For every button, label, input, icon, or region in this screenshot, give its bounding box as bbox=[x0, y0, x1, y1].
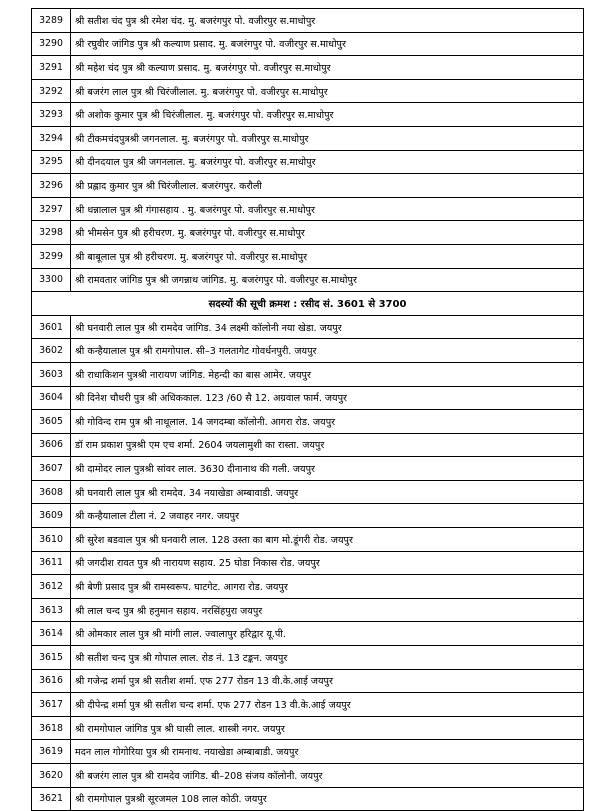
member-details: श्री रामगोपाल पुत्रश्री सूरजमल 108 लाल कोठी. जयपुर bbox=[71, 787, 584, 811]
receipt-number: 3608 bbox=[32, 480, 71, 504]
table-row bbox=[32, 764, 584, 788]
member-details: श्री कन्हैयालाल पुत्र श्री रामगोपाल. सी–3 गलतागेट गोवर्धनपुरी. जयपुर bbox=[71, 339, 584, 363]
receipt-number: 3617 bbox=[32, 693, 71, 717]
table-row bbox=[32, 669, 584, 693]
receipt-number: 3619 bbox=[32, 740, 71, 764]
member-details: श्री दिनेश चौधरी पुत्र श्री अधिककाल. 123 /60 सै 12. अग्रवाल फार्म. जयपुर bbox=[71, 386, 584, 410]
member-details: श्री रामवतार जांगिड पुत्र श्री जगन्नाथ जांगिड. मु. बजरंगपुर पो. वजीरपुर स.माधोपुर bbox=[71, 268, 584, 292]
receipt-number: 3605 bbox=[32, 410, 71, 434]
member-details: श्री बजरंग लाल पुत्र श्री रामदेव जांगिड. बी–208 संजय कॉलोनी. जयपुर bbox=[71, 764, 584, 788]
receipt-number: 3618 bbox=[32, 716, 71, 740]
member-details: श्री घनवारी लाल पुत्र श्री रामदेव जांगिड. 34 लक्ष्मी कॉलोनी नया खेडा. जयपुर bbox=[71, 315, 584, 339]
receipt-number: 3614 bbox=[32, 622, 71, 646]
table-row bbox=[32, 56, 584, 80]
member-details: श्री राधाकिशन पुत्रश्री नारायण जांगिड. मेहन्दी का बास आमेर. जयपुर bbox=[71, 362, 584, 386]
member-details: श्री सतीश चन्द पुत्र श्री गोपाल लाल. रोड नं. 13 टङ्कन. जयपुर bbox=[71, 646, 584, 670]
receipt-number: 3299 bbox=[32, 244, 71, 268]
table-row bbox=[32, 362, 584, 386]
member-details: श्री बेणी प्रसाद पुत्र श्री रामस्वरूप. घाटगेट. आगरा रोड. जयपुर bbox=[71, 575, 584, 599]
table-row bbox=[32, 174, 584, 198]
table-row bbox=[32, 221, 584, 245]
receipt-number: 3602 bbox=[32, 339, 71, 363]
receipt-number: 3293 bbox=[32, 103, 71, 127]
member-details: श्री महेश चंद पुत्र श्री कल्याण प्रसाद. मु. बजरंगपुर पो. वजीरपुर स.माधोपुर bbox=[71, 56, 584, 80]
table-row bbox=[32, 244, 584, 268]
receipt-number: 3620 bbox=[32, 764, 71, 788]
receipt-number: 3610 bbox=[32, 528, 71, 552]
member-details: श्री टीकमचंदपुत्रश्री जगनलाल. मु. बजरंगपुर पो. वजीरपुर स.माधोपुर bbox=[71, 126, 584, 150]
table-row bbox=[32, 598, 584, 622]
table-row bbox=[32, 339, 584, 363]
member-details: श्री सतीश चंद पुत्र श्री रमेश चंद. मु. बजरंगपुर पो. वजीरपुर स.माधोपुर bbox=[71, 9, 584, 33]
member-details: श्री जगदीश रावत पुत्र श्री नारायण सहाय. 25 घोडा निकास रोड. जयपुर bbox=[71, 551, 584, 575]
table-row bbox=[32, 9, 584, 33]
table-row bbox=[32, 126, 584, 150]
member-details: श्री प्रह्लाद कुमार पुत्र श्री चिरंजीलाल. बजरंगपुर. करौली bbox=[71, 174, 584, 198]
member-details: श्री सुरेश बडवाल पुत्र श्री घनवारी लाल. 128 उस्ता का बाग मो.डूंगरी रोड. जयपुर bbox=[71, 528, 584, 552]
member-details: श्री रघुवीर जांगिड पुत्र श्री कल्याण प्रसाद. मु. बजरंगपुर पो. वजीरपुर स.माधोपुर bbox=[71, 32, 584, 56]
member-details: श्री रामगोपाल जांगिड पुत्र श्री घासी लाल. शास्त्री नगर. जयपुर bbox=[71, 716, 584, 740]
receipt-number: 3601 bbox=[32, 315, 71, 339]
member-details: श्री कन्हैयालाल टीला नं. 2 जवाहर नगर. जयपुर bbox=[71, 504, 584, 528]
table-row bbox=[32, 197, 584, 221]
member-rows-3601-3621 bbox=[32, 315, 584, 810]
table-row bbox=[32, 150, 584, 174]
table-row bbox=[32, 504, 584, 528]
member-details: श्री घनवारी लाल पुत्र श्री रामदेव. 34 नयाखेडा अम्बावाडी. जयपुर bbox=[71, 480, 584, 504]
table-row bbox=[32, 740, 584, 764]
receipt-number: 3609 bbox=[32, 504, 71, 528]
member-details: श्री गजेन्द्र शर्मा पुत्र श्री सतीश शर्मा. एफ 277 रोडन 13 वी.के.आई जयपुर bbox=[71, 669, 584, 693]
table-row bbox=[32, 480, 584, 504]
member-rows-3289-3300 bbox=[32, 9, 584, 292]
member-details: श्री गोविन्द राम पुत्र श्री नाथूलाल. 14 जगदम्बा कॉलोनी. आगरा रोड. जयपुर bbox=[71, 410, 584, 434]
receipt-number: 3607 bbox=[32, 457, 71, 481]
table-row bbox=[32, 386, 584, 410]
table-row bbox=[32, 433, 584, 457]
table-row bbox=[32, 103, 584, 127]
table-row bbox=[32, 787, 584, 811]
receipt-number: 3300 bbox=[32, 268, 71, 292]
table-row bbox=[32, 79, 584, 103]
receipt-number: 3606 bbox=[32, 433, 71, 457]
table-row bbox=[32, 315, 584, 339]
member-details: श्री अशोक कुमार पुत्र श्री चिरंजीलाल. मु. बजरंगपुर पो. वजीरपुर स.माधोपुर bbox=[71, 103, 584, 127]
receipt-number: 3290 bbox=[32, 32, 71, 56]
table-row bbox=[32, 528, 584, 552]
receipt-number: 3295 bbox=[32, 150, 71, 174]
receipt-number: 3613 bbox=[32, 598, 71, 622]
member-details: श्री दामोदर लाल पुत्रश्री सांवर लाल. 3630 दीनानाथ की गली. जयपुर bbox=[71, 457, 584, 481]
table-row bbox=[32, 646, 584, 670]
member-details: श्री बाबूलाल पुत्र श्री हरीचरण. मु. बजरंगपुर पो. वजीरपुर स.माधोपुर bbox=[71, 244, 584, 268]
member-details: श्री ओमकार लाल पुत्र श्री मांगी लाल. ज्वालापुर हरिद्वार यू.पी. bbox=[71, 622, 584, 646]
member-details: मदन लाल गोगोरिया पुत्र श्री रामनाथ. नयाखेडा अम्बाबाडी. जयपुर bbox=[71, 740, 584, 764]
receipt-number: 3294 bbox=[32, 126, 71, 150]
receipt-number: 3291 bbox=[32, 56, 71, 80]
table-row bbox=[32, 622, 584, 646]
member-details: श्री लाल चन्द पुत्र श्री हनुमान सहाय. नरसिंहपुरा जयपुर bbox=[71, 598, 584, 622]
receipt-number: 3603 bbox=[32, 362, 71, 386]
member-details: श्री दीनदयाल पुत्र श्री जगनलाल. मु. बजरंगपुर पो. वजीरपुर स.माधोपुर bbox=[71, 150, 584, 174]
receipt-number: 3611 bbox=[32, 551, 71, 575]
section-heading: सदस्यों की सूची क्रमश : रसीद सं. 3601 से 3700 bbox=[32, 292, 584, 316]
member-details: श्री बजरंग लाल पुत्र श्री चिरंजीलाल. मु. बजरंगपुर पो. वजीरपुर स.माधोपुर bbox=[71, 79, 584, 103]
receipt-number: 3297 bbox=[32, 197, 71, 221]
table-row bbox=[32, 693, 584, 717]
section-heading-row bbox=[32, 292, 584, 316]
receipt-number: 3621 bbox=[32, 787, 71, 811]
member-table bbox=[31, 8, 584, 811]
receipt-number: 3296 bbox=[32, 174, 71, 198]
member-details: डॉ राम प्रकाश पुत्रश्री एम एच शर्मा. 2604 जयलामुशी का रास्ता. जयपुर bbox=[71, 433, 584, 457]
receipt-number: 3604 bbox=[32, 386, 71, 410]
receipt-number: 3298 bbox=[32, 221, 71, 245]
receipt-number: 3615 bbox=[32, 646, 71, 670]
table-row bbox=[32, 410, 584, 434]
table-row bbox=[32, 716, 584, 740]
member-details: श्री भीमसेन पुत्र श्री हरीचरण. मु. बजरंगपुर पो. वजीरपुर स.माधोपुर bbox=[71, 221, 584, 245]
receipt-number: 3289 bbox=[32, 9, 71, 33]
member-details: श्री धन्नालाल पुत्र श्री गंगासहाय . मु. बजरंगपुर पो. वजीरपुर स.माधोपुर bbox=[71, 197, 584, 221]
table-row bbox=[32, 551, 584, 575]
table-row bbox=[32, 575, 584, 599]
receipt-number: 3616 bbox=[32, 669, 71, 693]
receipt-number: 3612 bbox=[32, 575, 71, 599]
member-list-sheet bbox=[31, 8, 584, 811]
table-row bbox=[32, 32, 584, 56]
member-details: श्री दीपेन्द्र शर्मा पुत्र श्री सतीश चन्द शर्मा. एफ 277 रोडन 13 वी.के.आई जयपुर bbox=[71, 693, 584, 717]
section-heading-group bbox=[32, 292, 584, 316]
receipt-number: 3292 bbox=[32, 79, 71, 103]
table-row bbox=[32, 457, 584, 481]
table-row bbox=[32, 268, 584, 292]
